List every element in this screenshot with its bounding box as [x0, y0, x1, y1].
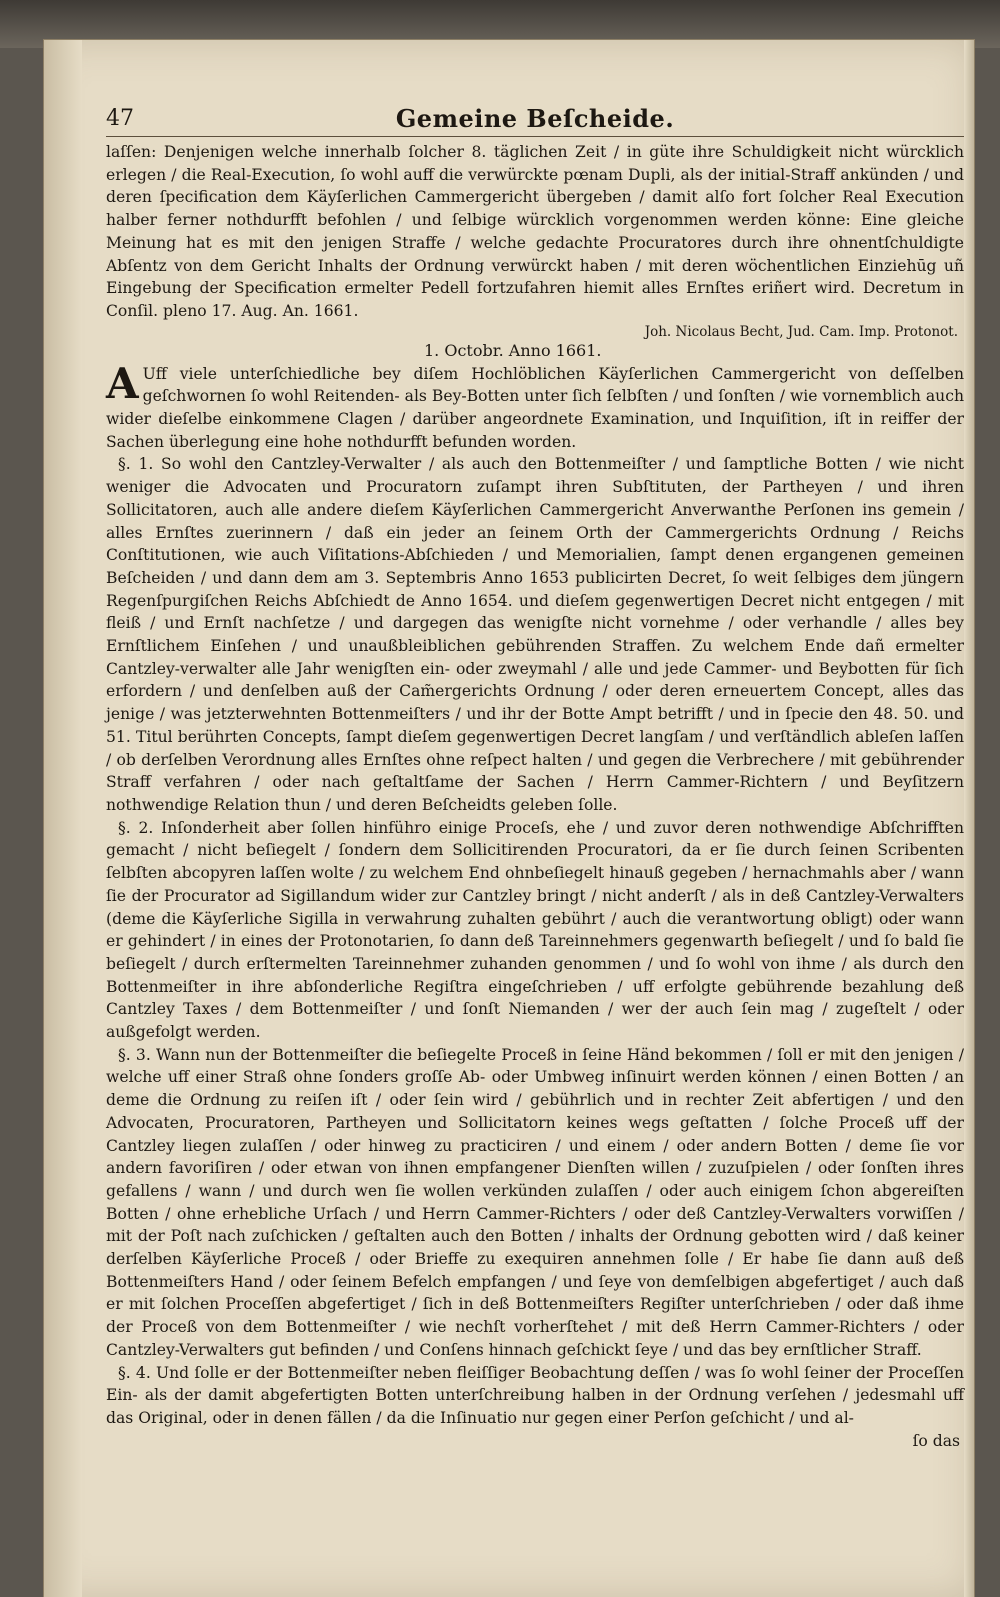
running-title: Gemeine Beſcheide.	[395, 104, 675, 133]
section-2: §. 2. Inſonderheit aber ſollen hinführo einige Proceſs, ehe / und zuvor deren nothwendige Abſchrifften gemacht / nicht beſiegelt / ſondern dem Sollicitirenden Procuratori, da er ſie durch ſeinen Scribenten ſelbſten abcopyren laſſen wolte / zu welchem End ohnbeſiegelt hinauß gegeben / hernachmahls aber / wann ſie der Procurator ad Sigillandum wider zur Cantzley bringt / nicht anderſt / als in deß Cantzley-Verwalters (deme die Käyſerliche Sigilla in verwahrung zuhalten gebührt / auch die verantwortung obligt) oder wann er gehindert / in eines der Protonotarien, ſo dann deß Tareinnehmers gegenwarth beſiegelt / und ſo bald ſie beſiegelt / durch erſtermelten Tareinnehmer zuhanden genommen / und ſo wohl von ihme / als durch den Bottenmeiſter in ihre abſonderliche Regiſtra eingeſchrieben / uff erfolgte gebührende bezahlung deß Cantzley Taxes / dem Bottenmeiſter / und ſonſt Niemanden / wer der auch ſein mag / zugeſtelt / oder außgefolgt werden.	[106, 818, 964, 1042]
date-line: 1. Octobr. Anno 1661.	[424, 340, 602, 360]
page-number: 47	[106, 106, 134, 131]
page-content	[106, 102, 964, 1452]
signature: Joh. Nicolaus Becht, Jud. Cam. Imp. Protonot.	[644, 323, 958, 340]
section-intro-text: Uff viele unterſchiedliche bey diſem Hochlöblichen Käyſerlichen Cammergericht von deſſelben geſchwornen ſo wohl Reitenden- als Bey-Botten unter ſich ſelbſten / und ſonſten / wie vornemblich auch wider dieſelbe einkommene Clagen / darüber angeordnete Examination, und Inquiſition, iſt in reiffer der Sachen überlegung eine hohe nothdurfft befunden worden.	[106, 364, 964, 451]
catchword: ſo das	[912, 1431, 960, 1450]
page-gutter-shadow	[44, 40, 82, 1597]
page-header	[106, 102, 964, 137]
section-1: §. 1. So wohl den Cantzley-Verwalter / als auch den Bottenmeiſter / und ſamptliche Botten / wie nicht weniger die Advocaten und Procuratorn zuſampt ihren Subſtituten, der Partheyen / und ihren Sollicitatoren, auch alle andere dieſem Käyſerlichen Cammergericht Anverwanthe Perſonen ins gemein / alles Ernſtes zuerinnern / daß ein jeder an ſeinem Orth der Cammergerichts Ordnung / Reichs Conſtitutionen, wie auch Viſitations-Abſchieden / und Memorialien, ſampt denen ergangenen gemeinen Beſcheiden / und dann dem am 3. Septembris Anno 1653 publicirten Decret, ſo weit ſelbiges dem jüngern Regenſpurgiſchen Reichs Abſchiedt de Anno 1654. und dieſem gegenwertigen Decret nicht entgegen / mit fleiß / und Ernſt nachſetze / und dargegen das wenigſte nicht vornehme / oder verhandle / alles bey Ernſtlichem Einſehen / und unaußbleiblichen gebührenden Straffen. Zu welchem Ende dañ ermelter Cantzley-verwalter alle Jahr wenigſten ein- oder zweymahl / alle und jede Cammer- und Beybotten für ſich erfordern / und denſelben auß der Cam̃ergerichts Ordnung / oder deren erneuertem Concept, alles das jenige / was jetzterwehnten Bottenmeiſters / und ihr der Botte Ampt betrifft / und in ſpecie den 48. 50. und 51. Titul berührten Concepts, ſampt dieſem gegenwertigen Decret langſam / und verſtändlich ableſen laſſen / ob derſelben Verordnung alles Ernſtes ohne reſpect halten / und gegen die Verbrechere / mit gebührender Straff verfahren / oder nach geſtaltſame der Sachen / Herrn Cammer-Richtern / und Beyſitzern nothwendige Relation thun / und deren Beſcheidts geleben ſolle.	[106, 455, 964, 814]
body-text	[106, 141, 964, 1452]
paragraph: laſſen: Denjenigen welche innerhalb ſolcher 8. täglichen Zeit / in güte ihre Schuldigkeit nicht würcklich erlegen / die Real-Execution, ſo wohl auff die verwürckte pœnam Dupli, als der initial-Straff ankünden / und deren ſpecification dem Käyſerlichen Cammergericht übergeben / damit alſo fort ſolcher Real Execution halber ferner nothdurfft befohlen / und ſelbige würcklich vorgenommen werden könne: Eine gleiche Meinung hat es mit den jenigen Straffe / welche gedachte Procuratores durch ihre ohnentſchuldigte Abſentz von dem Gericht Inhalts der Ordnung verwürckt haben / mit deren wöchentlichen Einziehūg uñ Eingebung der Specification ermelter Pedell fortzufahren hiemit alles Ernſtes eriñert wird. Decretum in Conſil. pleno 17. Aug. An. 1661.	[106, 143, 964, 320]
section-3: §. 3. Wann nun der Bottenmeiſter die beſiegelte Proceß in ſeine Händ bekommen / ſoll er mit den jenigen / welche uff einer Straß ohne ſonders groſſe Ab- oder Umbweg inſinuirt werden können / einen Botten / an deme die Ordnung zu reiſen iſt / oder ſein wird / gebührlich und in rechter Zeit abfertigen / und den Advocaten, Procuratoren, Partheyen und Sollicitatorn keines wegs geſtatten / ſolche Proceß uff der Cantzley liegen zulaſſen / oder hinweg zu practiciren / und einem / oder andern Botten / deme ſie vor andern favoriſiren / oder etwan von ihnen empfangener Dienſten willen / zuzuſpielen / oder ſonſten ihres gefallens / wann / und durch wen ſie wollen verkünden zulaſſen / oder auch einigem ſchon abgereiſten Botten / ohne erhebliche Urſach / und Herrn Cammer-Richters / oder deß Cantzley-Verwalters vorwiſſen / mit der Poſt nach zuſchicken / geſtalten auch den Botten / inhalts der Ordnung gebotten wird / daß keiner derſelben Käyſerliche Proceß / oder Brieffe zu exequiren annehmen ſolle / Er habe ſie dann auß deß Bottenmeiſters Hand / oder ſeinem Befelch empfangen / und ſeye von demſelbigen abgefertiget / auch daß er mit ſolchen Proceſſen abgefertiget / ſich in deß Bottenmeiſters Regiſter unterſchrieben / oder daß ihme der Proceß von dem Bottenmeiſter / wie nechſt vorherſtehet / mit deß Herrn Cammer-Richters / oder Cantzley-Verwalters gut befinden / und Conſens hinnach geſchickt ſeye / und das bey ernſtlicher Straff.	[106, 1045, 964, 1359]
book-page	[44, 40, 974, 1597]
page-edge-shadow	[964, 40, 974, 1597]
section-4: §. 4. Und ſolle er der Bottenmeiſter neben fleiſſiger Beobachtung deſſen / was ſo wohl ſeiner der Proceſſen Ein- als der damit abgefertigten Botten unterſchreibung halben in der Ordnung verſehen / jedesmahl uff das Original, oder in denen fällen / da die Inſinuatio nur gegen einer Perſon geſchicht / und al-	[106, 1363, 964, 1427]
section-intro	[106, 358, 964, 454]
initial-letter: A	[106, 358, 139, 408]
